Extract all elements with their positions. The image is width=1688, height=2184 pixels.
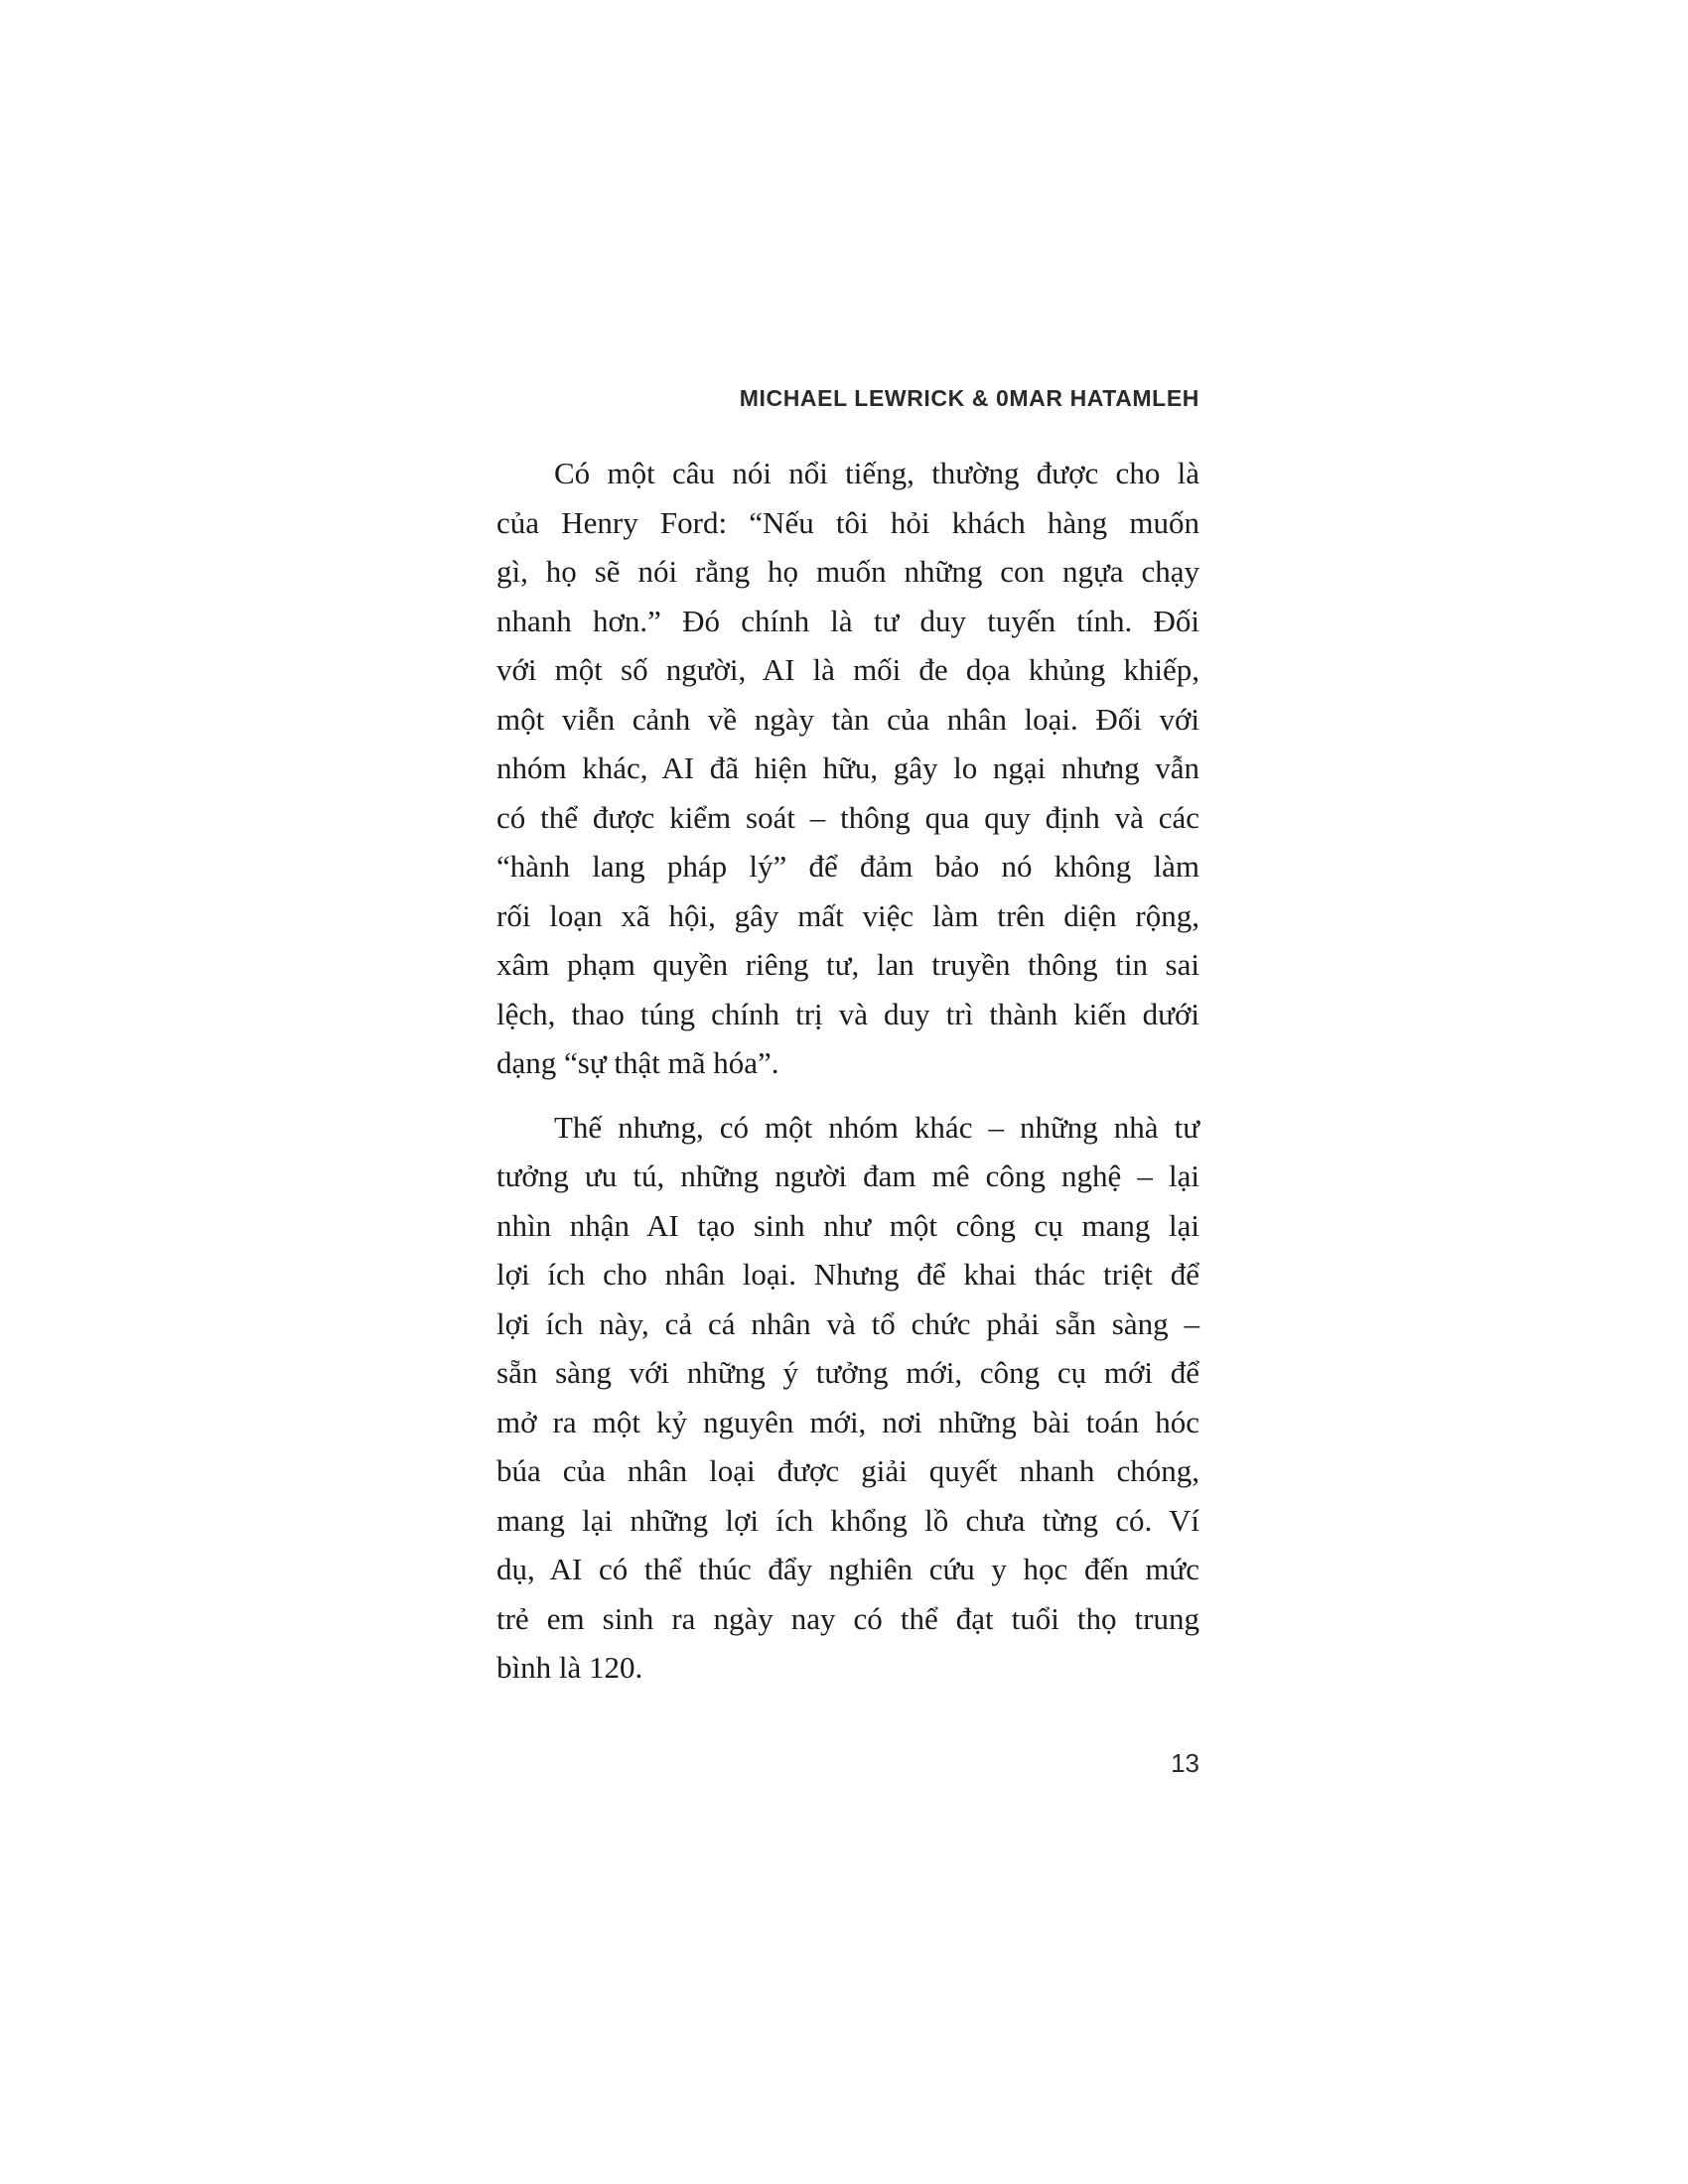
paragraph-1-line-4: nhanh hơn.” Đó chính là tư duy tuyến tính. Đối	[496, 603, 1199, 638]
paragraph-1-line-7: nhóm khác, AI đã hiện hữu, gây lo ngại nhưng vẫn	[496, 751, 1199, 785]
paragraph-1-line-1: Có một câu nói nổi tiếng, thường được cho là	[554, 456, 1199, 490]
paragraph-2-line-11: trẻ em sinh ra ngày nay có thể đạt tuổi thọ trung	[496, 1600, 1199, 1636]
paragraph-spacer	[496, 1088, 1199, 1103]
paragraph-2-line-5: lợi ích này, cả cá nhân và tổ chức phải sẵn sàng –	[496, 1305, 1199, 1341]
paragraph-1-line-12: lệch, thao túng chính trị và duy trì thành kiến dưới	[496, 996, 1199, 1031]
paragraph-1-line-8: có thể được kiểm soát – thông qua quy định và các	[496, 799, 1199, 835]
paragraph-1-line-13: dạng “sự thật mã hóa”.	[496, 1045, 779, 1080]
paragraph-2-line-7: mở ra một kỷ nguyên mới, nơi những bài toán hóc	[496, 1404, 1199, 1439]
paragraph-2-line-1: Thế nhưng, có một nhóm khác – những nhà tư	[554, 1109, 1199, 1145]
paragraph-2-line-6: sẵn sàng với những ý tưởng mới, công cụ mới để	[496, 1355, 1199, 1390]
paragraph-1-line-3: gì, họ sẽ nói rằng họ muốn những con ngựa chạy	[496, 554, 1199, 589]
running-header-authors: MICHAEL LEWRICK & 0MAR HATAMLEH	[739, 385, 1199, 411]
paragraph-1	[496, 449, 1199, 1088]
page-number: 13	[1171, 1748, 1199, 1778]
paragraph-2-line-8: búa của nhân loại được giải quyết nhanh chóng,	[496, 1453, 1199, 1488]
paragraph-1-line-5: với một số người, AI là mối đe dọa khủng khiếp,	[496, 652, 1199, 687]
body-text	[496, 449, 1199, 1693]
paragraph-1-line-6: một viễn cảnh về ngày tàn của nhân loại. Đối với	[496, 701, 1199, 737]
paragraph-1-line-2: của Henry Ford: “Nếu tôi hỏi khách hàng muốn	[496, 504, 1199, 540]
paragraph-2-line-12: bình là 120.	[496, 1650, 643, 1685]
paragraph-2-line-4: lợi ích cho nhân loại. Nhưng để khai thác triệt để	[496, 1257, 1199, 1292]
paragraph-2-line-2: tưởng ưu tú, những người đam mê công nghệ – lại	[496, 1159, 1199, 1193]
paragraph-1-line-10: rối loạn xã hội, gây mất việc làm trên diện rộng,	[496, 897, 1199, 933]
paragraph-1-line-11: xâm phạm quyền riêng tư, lan truyền thông tin sai	[496, 947, 1199, 982]
paragraph-1-line-9: “hành lang pháp lý” để đảm bảo nó không làm	[496, 849, 1199, 884]
paragraph-2	[496, 1103, 1199, 1693]
paragraph-2-line-9: mang lại những lợi ích khổng lồ chưa từng có. Ví	[496, 1502, 1199, 1538]
paragraph-2-line-10: dụ, AI có thể thúc đẩy nghiên cứu y học đến mức	[496, 1552, 1199, 1586]
paragraph-2-line-3: nhìn nhận AI tạo sinh như một công cụ mang lại	[496, 1207, 1199, 1243]
